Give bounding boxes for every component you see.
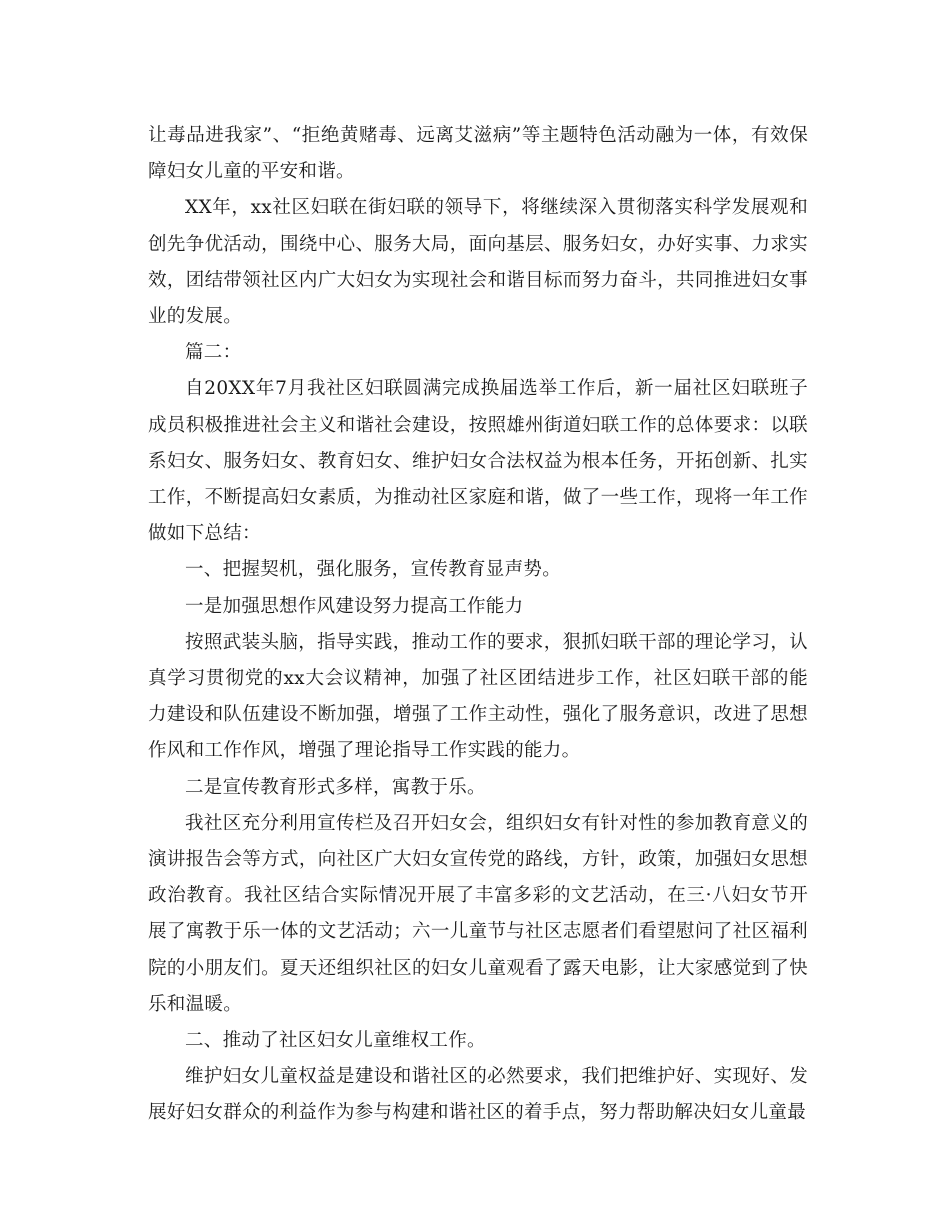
paragraph-rights: 维护妇女儿童权益是建设和谐社区的必然要求，我们把维护好、实现好、发展好妇女群众的利益作为参与构建和谐社区的着手点，努力帮助解决妇女儿童最: [148, 1066, 808, 1124]
paragraph-1: 让毒品进我家”、“拒绝黄赌毒、远离艾滋病”等主题特色活动融为一体，有效保障妇女儿童的平安和谐。: [148, 125, 808, 183]
section-heading-part-two: 篇二：: [185, 342, 242, 364]
paragraph-2: XX年，xx社区妇联在街妇联的领导下，将继续深入贯彻落实科学发展观和创先争优活动，围绕中心、服务大局，面向基层、服务妇女，办好实事、力求实效，团结带领社区内广大妇女为实现社会和谐目标而努力奋斗，共同推进妇女事业的发展。: [148, 197, 808, 328]
heading-one: 一、把握契机，强化服务，宣传教育显声势。: [185, 559, 562, 581]
paragraph-theory-study: 按照武装头脑，指导实践，推动工作的要求，狠抓妇联干部的理论学习，认真学习贯彻党的xx大会议精神，加强了社区团结进步工作，社区妇联干部的能力建设和队伍建设不断加强，增强了工作主动性，强化了服务意识，改进了思想作风和工作作风，增强了理论指导工作实践的能力。: [148, 631, 808, 762]
heading-two: 二、推动了社区妇女儿童维权工作。: [185, 1030, 486, 1052]
document-body: [148, 118, 808, 1132]
paragraph-activities: 我社区充分利用宣传栏及召开妇女会，组织妇女有针对性的参加教育意义的演讲报告会等方式，向社区广大妇女宣传党的路线，方针，政策，加强妇女思想政治教育。我社区结合实际情况开展了丰富多彩的文艺活动，在三·八妇女节开展了寓教于乐一体的文艺活动；六一儿童节与社区志愿者们看望慰问了社区福利院的小朋友们。夏天还组织社区的妇女儿童观看了露天电影，让大家感觉到了快乐和温暖。: [148, 812, 808, 1015]
subheading-two: 二是宣传教育形式多样，寓教于乐。: [185, 776, 486, 798]
paragraph-intro: 自20XX年7月我社区妇联圆满完成换届选举工作后，新一届社区妇联班子成员积极推进社会主义和谐社会建设，按照雄州街道妇联工作的总体要求：以联系妇女、服务妇女、教育妇女、维护妇女合法权益为根本任务，开拓创新、扎实工作，不断提高妇女素质，为推动社区家庭和谐，做了一些工作，现将一年工作做如下总结：: [148, 378, 808, 545]
subheading-one: 一是加强思想作风建设努力提高工作能力: [185, 595, 524, 617]
